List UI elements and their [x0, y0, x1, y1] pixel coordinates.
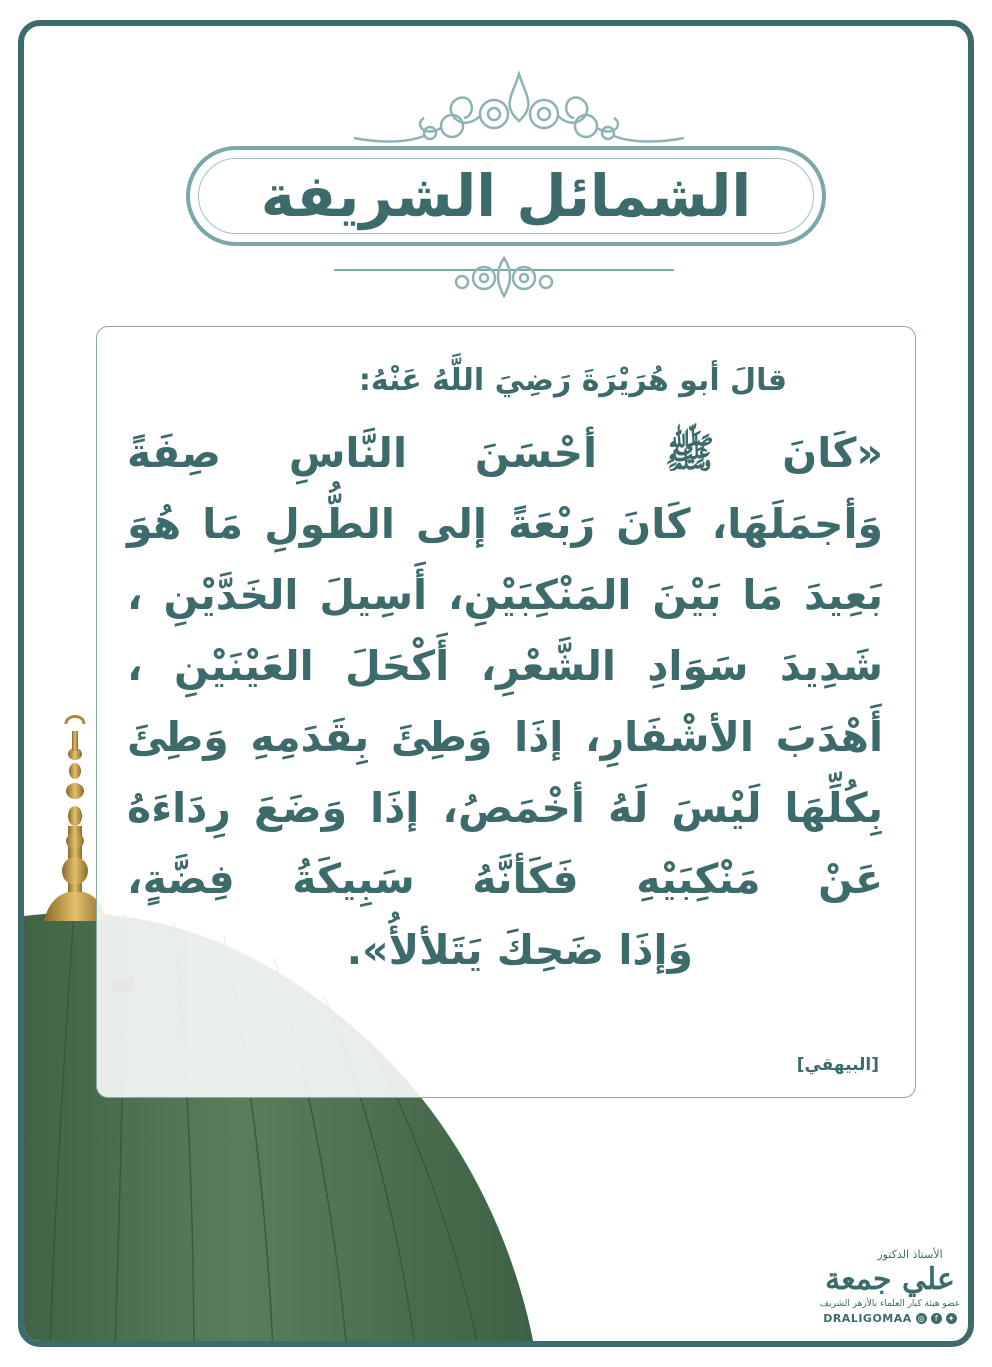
facebook-icon[interactable]: f	[931, 1313, 942, 1324]
hadith-line: «كَانَ ﷺ أحْسَنَ النَّاسِ صِفَةً	[127, 429, 883, 477]
signature-title: الأستاذ الدكتور	[877, 1248, 943, 1261]
hadith-line: عَنْ مَنْكِبَيْهِ فَكَأنَّهُ سَبِيكَةُ فِضَّةٍ،	[127, 855, 883, 903]
signature-logo	[810, 1248, 970, 1347]
title-plate	[186, 146, 826, 246]
bottom-ornament-icon	[334, 252, 674, 302]
poster-frame	[18, 20, 974, 1347]
social-handle-row	[810, 1312, 970, 1325]
signature-subtitle: عضو هيئة كبار العلماء بالأزهر الشريف	[819, 1299, 961, 1309]
instagram-icon[interactable]: ◎	[916, 1313, 927, 1324]
hadith-line: شَدِيدَ سَوَادِ الشَّعْرِ، أَكْحَلَ العَيْنَيْنِ ،	[127, 642, 883, 690]
hadith-box	[96, 326, 916, 1098]
signature-name: علي جمعة	[825, 1262, 955, 1297]
twitter-icon[interactable]: ✦	[946, 1313, 957, 1324]
hadith-line: وَأجمَلَهَا، كَانَ رَبْعَةً إلى الطُّولِ مَا هُوَ	[127, 500, 883, 548]
hadith-line: بِكُلِّهَا لَيْسَ لَهُ أخْمَصُ، إذَا وَضَعَ رِدَاءَهُ	[127, 784, 883, 832]
hadith-line: أَهْدَبَ الأشْفَارِ، إذَا وَطِئَ بِقَدَمِهِ وَطِئَ	[127, 713, 883, 761]
hadith-line: وَإذَا ضَحِكَ يَتَلألأُ».	[346, 926, 693, 974]
page-title: الشمائل الشريفة	[260, 162, 752, 230]
social-handle: DRALIGOMAA	[823, 1312, 912, 1325]
hadith-intro: قالَ أبو هُرَيْرَةَ رَضِيَ اللَّهُ عَنْهُ:	[358, 363, 787, 398]
hadith-line: بَعِيدَ مَا بَيْنَ المَنْكِبَيْنِ، أَسِيلَ الخَدَّيْنِ ،	[127, 571, 883, 619]
source-citation: [البيهقي]	[796, 1055, 879, 1075]
top-ornament-icon	[254, 66, 784, 156]
